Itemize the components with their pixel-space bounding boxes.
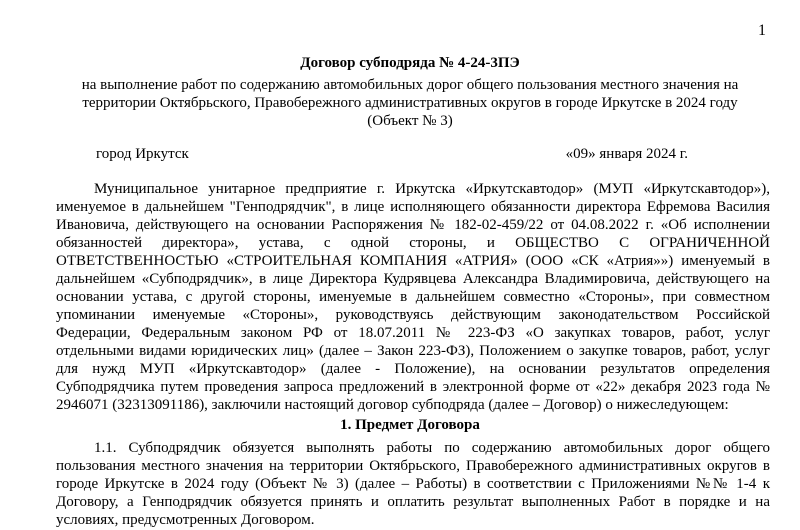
- paragraph-line: Ивановича, действующего на основании Распоряжения № 182-02-459/22 от 04.08.2022 г. «Об исполнении: [56, 217, 770, 233]
- paragraph-line: городе Иркутске в 2024 году (Объект № 3) (далее – Работы) в соответствии с Приложениями №№ 1-4 к: [56, 476, 770, 492]
- paragraph-line: ОТВЕТСТВЕННОСТЬЮ «СТРОИТЕЛЬНАЯ КОМПАНИЯ «АТРИЯ» (ООО «СК «Атрия»») именуемый в: [56, 253, 770, 269]
- paragraph-line: 1.1. Субподрядчик обязуется выполнять работы по содержанию автомобильных дорог общего: [94, 440, 770, 456]
- paragraph-line: упоминании именуемые «Стороны», руководствуясь действующим законодательством Российской: [56, 307, 770, 323]
- paragraph-line: Субподрядчика путем проведения запроса предложений в электронной форме от «22» декабря 2023 года №: [56, 379, 770, 395]
- contract-date: «09» января 2024 г.: [565, 146, 688, 162]
- document-title-block: [60, 54, 760, 130]
- contract-city: город Иркутск: [96, 146, 189, 162]
- paragraph-line: для нужд МУП «Иркутскавтодор» (далее - Положение), на основании результатов определения: [56, 361, 770, 377]
- paragraph-line: Федерации, Федеральным законом РФ от 18.07.2011 № 223-ФЗ «О закупках товаров, работ, услуг: [56, 325, 770, 341]
- paragraph-line: именуемое в дальнейшем "Генподрядчик", в лице исполняющего обязанности директора Ефремова Василия: [56, 199, 770, 215]
- paragraph-line: Договору, а Генподрядчик обязуется принять и оплатить результат выполненных Работ в порядке и на: [56, 494, 770, 510]
- document-subtitle-line: на выполнение работ по содержанию автомобильных дорог общего пользования местного значения на: [81, 77, 739, 93]
- page-number: 1: [758, 22, 766, 39]
- paragraph-line: 2946071 (32313091186), заключили настоящий договор субподряда (далее – Договор) о нижеследующем:: [56, 397, 729, 413]
- paragraph-line: условиях, предусмотренных Договором.: [56, 512, 315, 528]
- document-subtitle-line: территории Октябрьского, Правобережного административных округов в городе Иркутске в 2024 году: [82, 95, 738, 111]
- paragraph-line: дальнейшем «Субподрядчик», в лице Директора Кудрявцева Александра Владимировича, действующего на: [56, 271, 770, 287]
- paragraph-line: пользования местного значения на территории Октябрьского, Правобережного административных округов в: [56, 458, 770, 474]
- paragraph-line: отдельными видами юридических лиц» (далее – Закон 223-ФЗ), Положением о закупке товаров, работ, услуг: [56, 343, 770, 359]
- intro-paragraph: [56, 180, 770, 414]
- section-paragraph: [56, 439, 770, 529]
- paragraph-line: Муниципальное унитарное предприятие г. Иркутска «Иркутскавтодор» (МУП «Иркутскавтодор»),: [94, 181, 770, 197]
- document-title: Договор субподряда № 4-24-3ПЭ: [300, 55, 520, 71]
- paragraph-line: обязанностей директора», устава, с одной стороны, и ОБЩЕСТВО С ОГРАНИЧЕННОЙ: [56, 235, 770, 251]
- document-subtitle-line: (Объект № 3): [367, 113, 453, 129]
- paragraph-line: основании устава, с другой стороны, именуемые в дальнейшем совместно «Стороны», при совместном: [56, 289, 770, 305]
- section-heading: 1. Предмет Договора: [340, 417, 480, 433]
